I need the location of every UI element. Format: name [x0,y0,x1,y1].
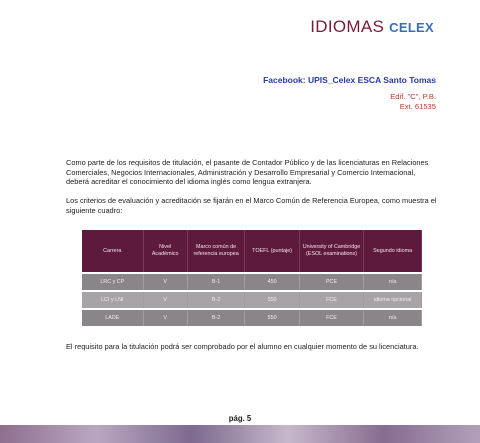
brand-logo [310,17,434,37]
paragraph-requirements: Como parte de los requisitos de titulación, el pasante de Contador Público y de las licenciaturas en Relaciones Comerciales, Negocios Internacionales, Administración y Desarrollo Empresarial y Comercio Internacional, deberá acreditar el conocimiento del idioma inglés como lengua extranjera. [66,158,429,187]
table-cell: V [143,309,187,326]
table-cell: LRC y CP [82,273,143,291]
address-line-2: Ext. 61535 [399,101,436,111]
table-cell: n/a [364,309,422,326]
table-cell: n/a [364,273,422,291]
table-cell: 550 [245,291,299,309]
header-cambridge: University of Cambridge (ESOL examinations) [299,230,364,273]
table-cell: LCI y LNI [82,291,143,309]
paragraph-criteria: Los criterios de evaluación y acreditación se fijarán en el Marco Común de Referencia Europea, como muestra el siguiente cuadro: [66,196,437,215]
brand-sub: CELEX [389,20,434,35]
table-cell: V [143,273,187,291]
paragraph-note: El requisito para la titulación podrá ser comprobado por el alumno en cualquier momento de su licenciatura. [66,342,419,351]
address-block [390,92,436,111]
table-cell: idioma opcional [364,291,422,309]
table-header-row [82,230,422,273]
footer-band [0,425,480,443]
criteria-table [82,230,422,326]
brand-main: IDIOMAS [310,17,385,36]
table-cell: LADE [82,309,143,326]
table-cell: V [143,291,187,309]
address-line-1: Edif. "C", P.B. [390,92,436,101]
table-cell: FCE [299,309,364,326]
facebook-link[interactable]: Facebook: UPIS_Celex ESCA Santo Tomas [263,75,436,85]
table-cell: B-2 [187,291,245,309]
header-european-framework: Marco común de referencia europea [187,230,245,273]
header-academic-level: Nivel Académico [143,230,187,273]
header-second-language: Segundo idioma [364,230,422,273]
table-row [82,291,422,309]
header-career: Carrera [82,230,143,273]
table-cell: FCE [299,291,364,309]
table-cell: B-1 [187,273,245,291]
table-cell: 550 [245,309,299,326]
table-cell: PCE [299,273,364,291]
table-cell: 450 [245,273,299,291]
table-row [82,273,422,291]
header-toefl: TOEFL (puntaje) [245,230,299,273]
table-cell: B-2 [187,309,245,326]
page-number: pág. 5 [228,414,252,423]
table-row [82,309,422,326]
